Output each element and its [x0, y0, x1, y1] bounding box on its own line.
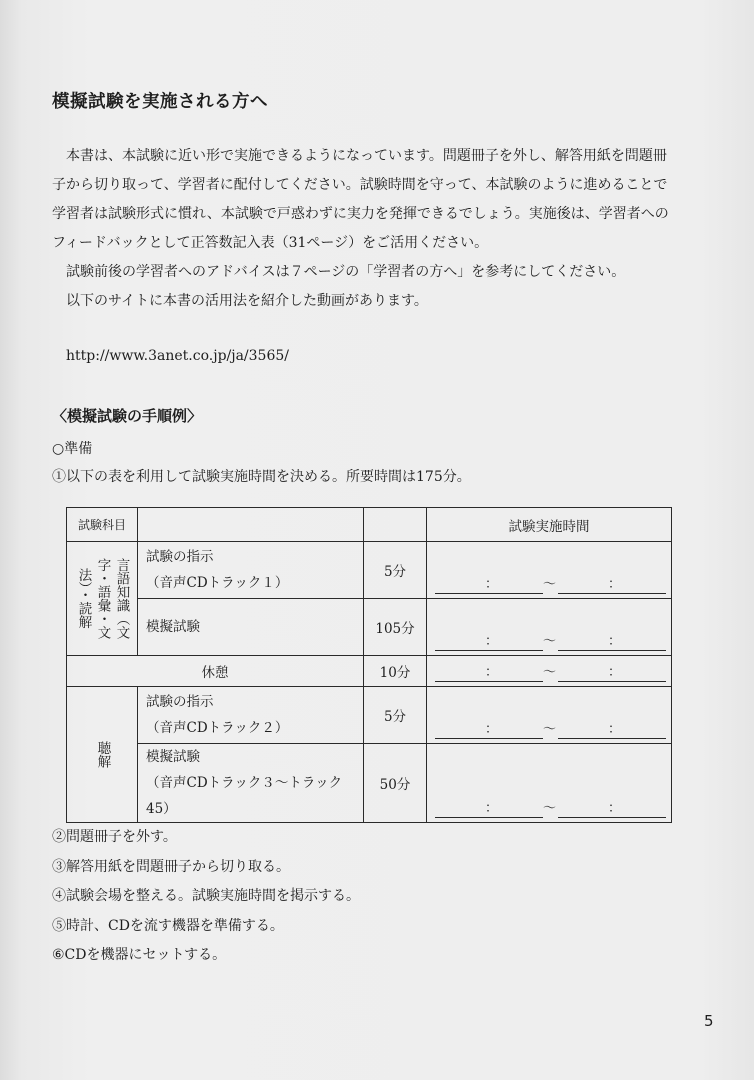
- time-slot[interactable]: [427, 599, 672, 656]
- item-line: 模擬試験: [146, 749, 200, 765]
- tilde: 〜: [543, 577, 557, 592]
- page-number: 5: [704, 1012, 714, 1030]
- step-2: ②問題冊子を外す。: [52, 829, 177, 845]
- table-header-row: [67, 508, 672, 542]
- table-row: [67, 744, 672, 823]
- header-subject: 試験科目: [67, 508, 138, 542]
- step-5: ⑤時計、CDを流す機器を準備する。: [52, 917, 284, 934]
- step-list: [52, 823, 360, 971]
- time-end-line: [558, 650, 666, 651]
- time-start-line: [435, 593, 543, 594]
- step-6: ⑥CDを機器にセットする。: [52, 947, 227, 963]
- item-line: （音声CDトラック１）: [146, 575, 289, 591]
- tilde: 〜: [543, 665, 557, 680]
- time-start-line: [435, 817, 543, 818]
- colon: ：: [608, 801, 622, 816]
- table-row: [67, 542, 672, 599]
- prep-label: ○準備: [52, 441, 93, 457]
- time-end-line: [558, 738, 666, 739]
- tilde: 〜: [543, 801, 557, 816]
- item-line: 試験の指示: [146, 694, 214, 710]
- colon: ：: [485, 665, 499, 680]
- time-end-line: [558, 817, 666, 818]
- subject-listening-label: 聴解: [94, 741, 111, 768]
- time-slot[interactable]: [427, 542, 672, 599]
- header-blank-item: [138, 508, 364, 542]
- table-row: [67, 656, 672, 687]
- intro-paragraph-1: 本書は、本試験に近い形で実施できるようになっています。問題冊子を外し、解答用紙を問題冊子から切り取って、学習者に配付してください。試験時間を守って、本試験のように進めることで学習者は試験形式に慣れ、本試験で戸惑わずに実力を発揮できるでしょう。実施後は、学習者へのフィードバックとして正答数記入表（31ページ）をご活用ください。: [52, 148, 669, 251]
- colon: ：: [608, 665, 622, 680]
- colon: ：: [608, 634, 622, 649]
- duration: 10分: [364, 656, 427, 687]
- header-time: 試験実施時間: [427, 508, 672, 542]
- intro-paragraph-3: 以下のサイトに本書の活用法を紹介した動画があります。: [66, 293, 428, 309]
- item-instructions-1: [138, 542, 364, 599]
- schedule-table: [66, 507, 672, 823]
- time-end-line: [558, 593, 666, 594]
- time-start-line: [435, 681, 543, 682]
- intro-paragraph-2: 試験前後の学習者へのアドバイスは７ページの「学習者の方へ」を参考にしてください。: [66, 264, 626, 280]
- table-row: [67, 599, 672, 656]
- colon: ：: [608, 722, 622, 737]
- header-blank-duration: [364, 508, 427, 542]
- duration: 105分: [364, 599, 427, 656]
- subject-language-reading: [67, 542, 138, 656]
- colon: ：: [485, 577, 499, 592]
- item-line: （音声CDトラック２）: [146, 720, 289, 736]
- colon: ：: [485, 801, 499, 816]
- colon: ：: [608, 577, 622, 592]
- step-3: ③解答用紙を問題冊子から切り取る。: [52, 858, 290, 875]
- intro-text: [52, 142, 674, 316]
- video-url-link[interactable]: http://www.3anet.co.jp/ja/3565/: [66, 348, 289, 364]
- step-4: ④試験会場を整える。試験実施時間を掲示する。: [52, 888, 360, 904]
- item-line: （音声CDトラック３〜トラック45）: [146, 775, 343, 817]
- tilde: 〜: [543, 634, 557, 649]
- duration: 5分: [364, 687, 427, 744]
- step-1: ①以下の表を利用して試験実施時間を決める。所要時間は175分。: [52, 469, 471, 485]
- item-mock-exam-2: [138, 744, 364, 823]
- time-start-line: [435, 738, 543, 739]
- duration: 5分: [364, 542, 427, 599]
- tilde: 〜: [543, 722, 557, 737]
- time-end-line: [558, 681, 666, 682]
- colon: ：: [485, 722, 499, 737]
- item-instructions-2: [138, 687, 364, 744]
- page-title: 模擬試験を実施される方へ: [52, 92, 268, 112]
- duration: 50分: [364, 744, 427, 823]
- time-slot[interactable]: [427, 656, 672, 687]
- subject-language-reading-label: 言語知識（文字・語彙・文法）・読解: [75, 558, 130, 639]
- subject-listening: [67, 687, 138, 823]
- item-mock-exam-1: 模擬試験: [138, 599, 364, 656]
- time-slot[interactable]: [427, 744, 672, 823]
- time-start-line: [435, 650, 543, 651]
- break-label: 休憩: [67, 656, 364, 687]
- item-line: 試験の指示: [146, 549, 214, 565]
- colon: ：: [485, 634, 499, 649]
- table-row: [67, 687, 672, 744]
- procedure-heading: 〈模擬試験の手順例〉: [52, 407, 203, 425]
- time-slot[interactable]: [427, 687, 672, 744]
